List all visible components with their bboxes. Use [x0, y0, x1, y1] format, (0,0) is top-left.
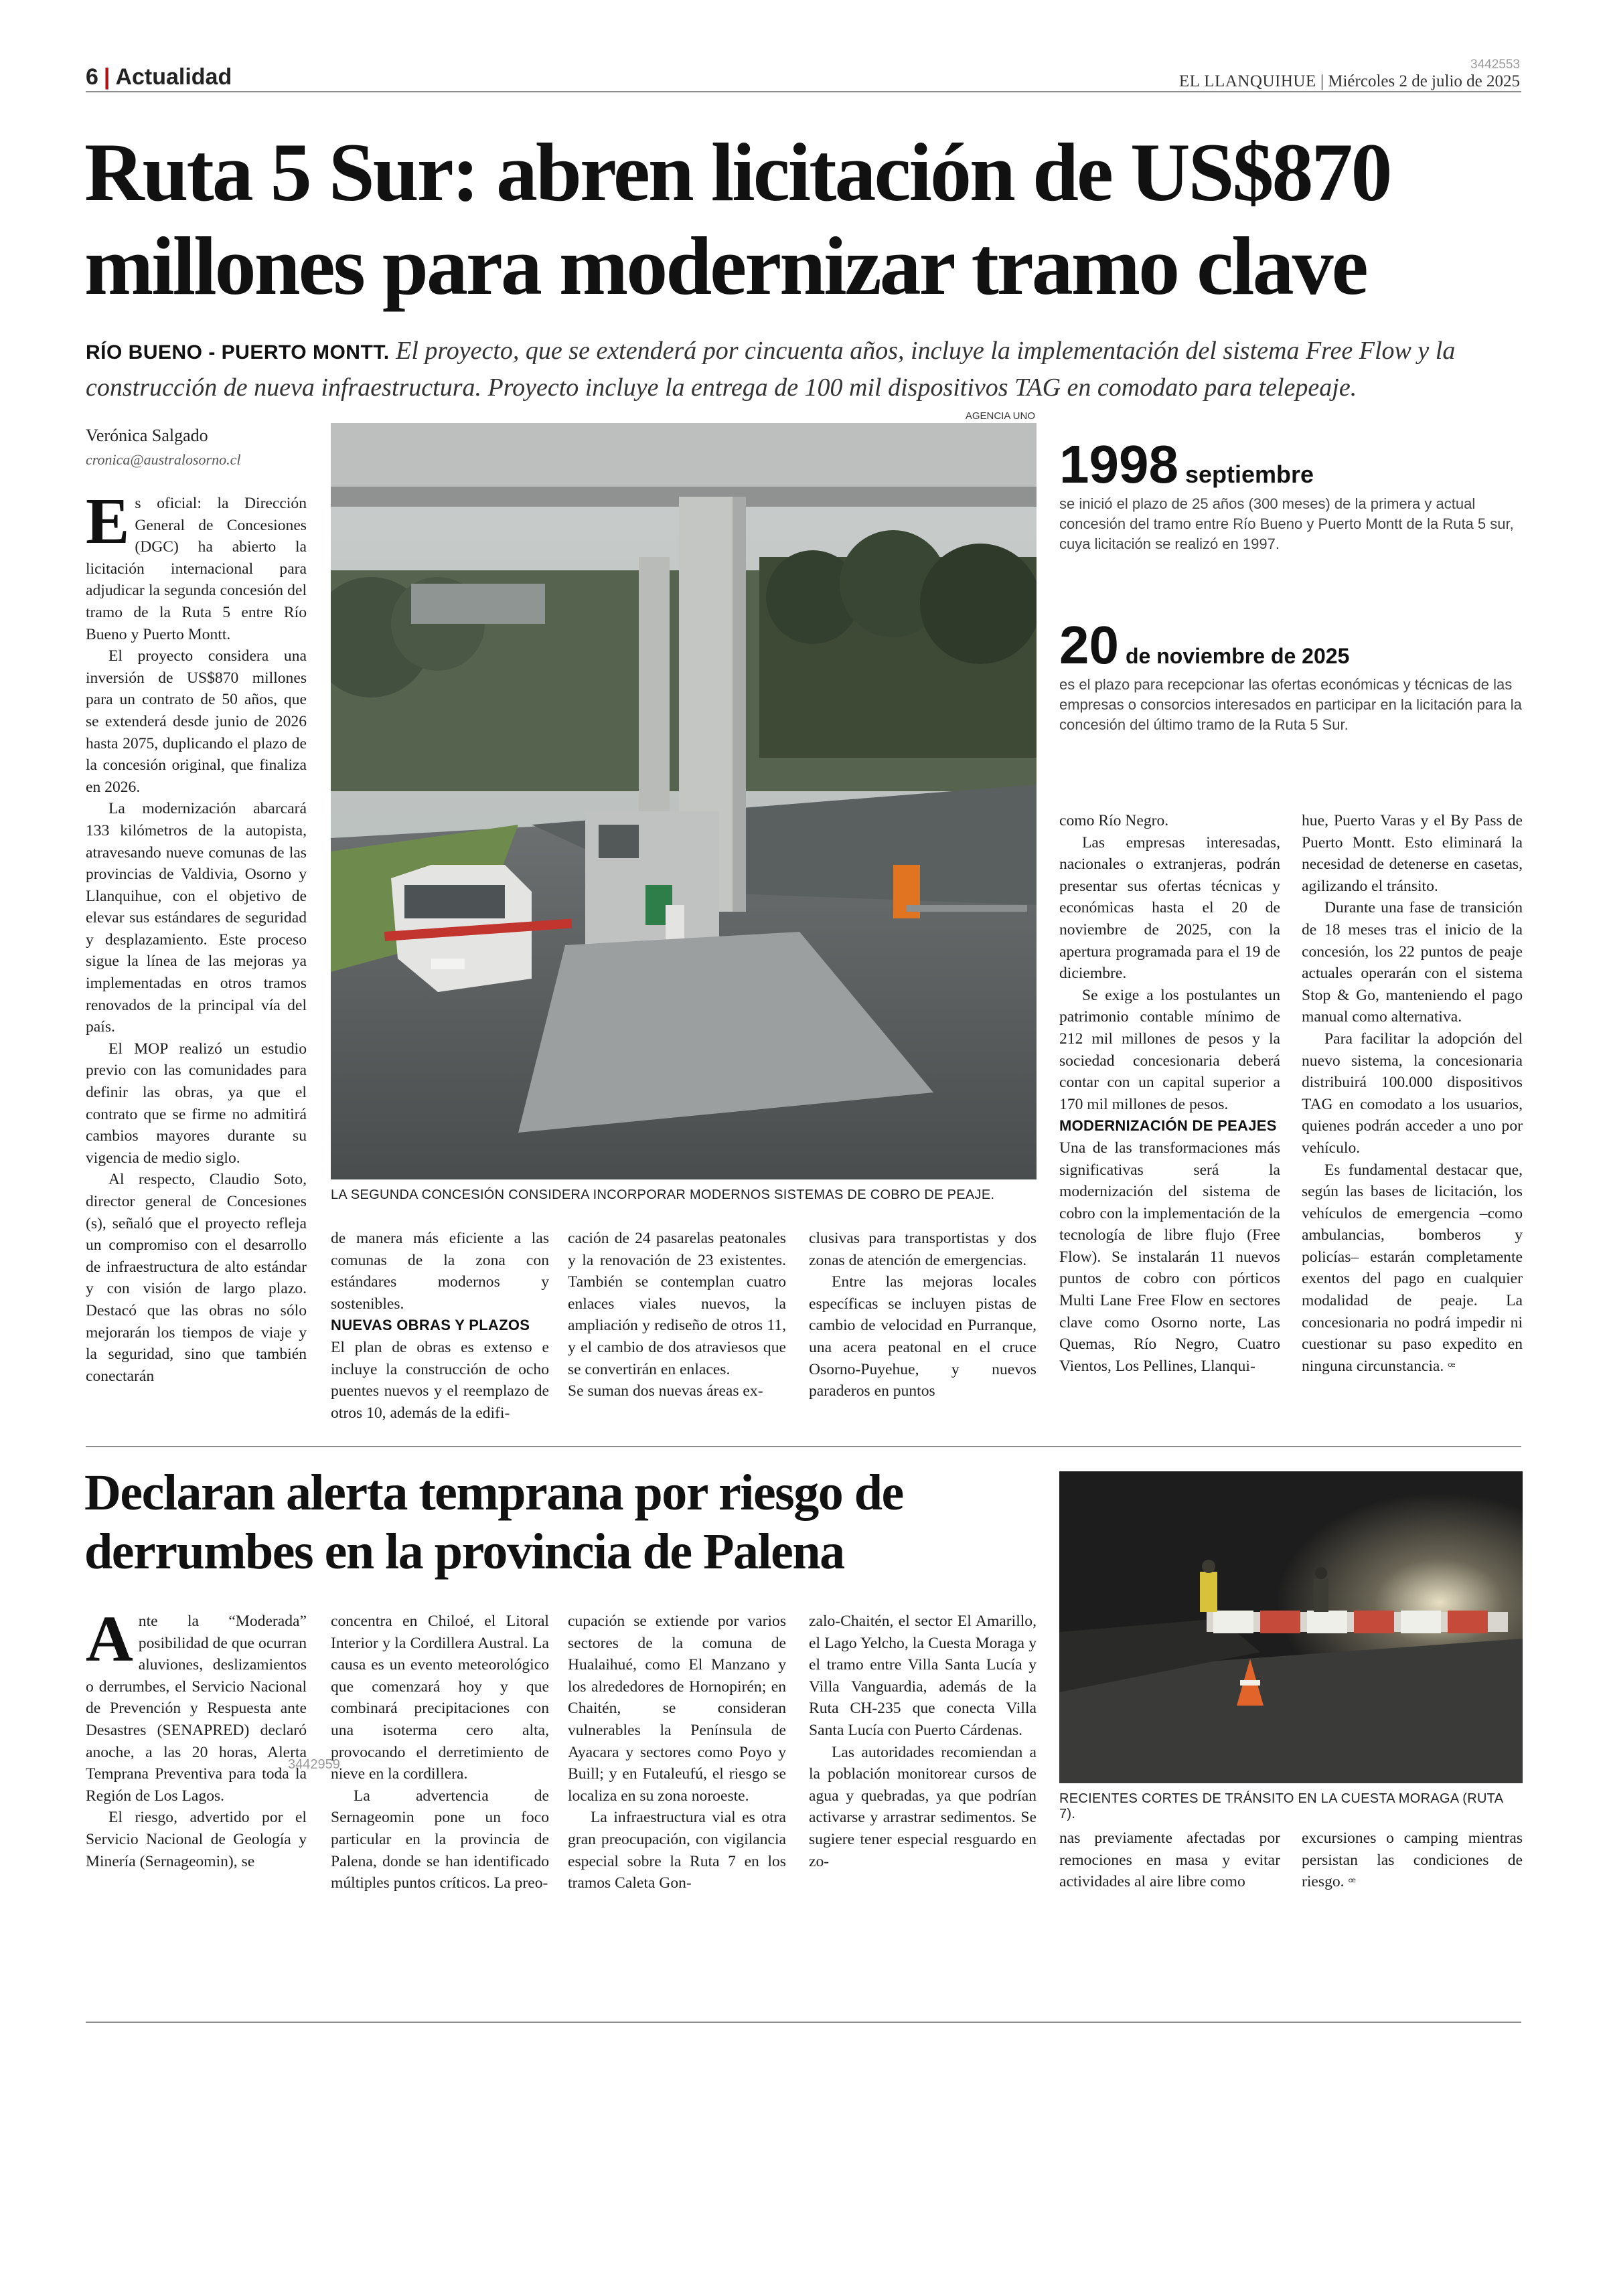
fact-label: de noviembre de 2025 [1125, 644, 1350, 668]
bottom-rule [86, 2022, 1521, 2023]
paragraph: La advertencia de Sernageomin pone un foco particular en la provincia de Palena, donde se han identificado múltiples puntos críticos. La preo- [331, 1787, 549, 1892]
dropcap: A [86, 1603, 133, 1675]
subhead: NUEVAS OBRAS Y PLAZOS [331, 1317, 530, 1334]
fact-number: 20 [1059, 615, 1119, 675]
paragraph: zalo-Chaitén, el sector El Amarillo, el Lago Yelcho, la Cuesta Moraga y el tramo entre Villa Santa Lucía y Villa Vanguardia, además de la Ruta CH-235 que conecta Villa Santa Lucía con Puerto Cárdenas. [809, 1613, 1037, 1739]
author-email[interactable]: cronica@australosorno.cl [86, 451, 241, 468]
article2-column-4 [809, 1611, 1037, 1872]
byline: Verónica Salgado [86, 426, 208, 445]
photo-caption: RECIENTES CORTES DE TRÁNSITO EN LA CUESTA MORAGA (RUTA 7). [1059, 1791, 1503, 1821]
fact-box-1998 [1059, 434, 1528, 554]
section-name: Actualidad [115, 64, 232, 90]
paragraph: Una de las transformaciones más significativas será la modernización del sistema de cobro con la implementación de la tecnología de libre flujo (Free Flow). Se instalarán 11 nuevos puntos de cobro con pórticos Multi Lane Free Flow en sectores clave como Osorno norte, Las Quemas, Río Negro, Cuatro Vientos, Los Pellines, Llanqui- [1059, 1139, 1280, 1375]
fact-text: es el plazo para recepcionar las ofertas económicas y técnicas de las empresas o consorcios interesados en participar en la licitación para la concesión del último tramo de la Ruta 5 Sur. [1059, 676, 1522, 733]
paragraph [1302, 1159, 1523, 1379]
deck-text: El proyecto, que se extenderá por cincuenta años, incluye la implementación del sistema Free Flow y la construcción de nueva infraestructura. Proyecto incluye la entrega de 100 mil dispositivos TAG en comodato para telepeaje. [86, 337, 1456, 402]
paragraph: La modernización abarcará 133 kilómetros de la autopista, atravesando nueve comunas de las provincias de Valdivia, Osorno y Llanquihue, con el objetivo de elevar sus estándares de seguridad y desplazamiento. Este proceso sigue la línea de las mejoras ya implementadas en otros tramos renovados de la principal vía del país. [86, 800, 307, 1036]
photo-caption: LA SEGUNDA CONCESIÓN CONSIDERA INCORPORAR MODERNOS SISTEMAS DE COBRO DE PEAJE. [331, 1187, 995, 1202]
article2-column-3 [568, 1611, 786, 1894]
paragraph: Las autoridades recomiendan a la población monitorear cursos de agua y quebradas, ya que podrían activarse y arrastrar sedimentos. Se sugiere tener especial resguardo en zo- [809, 1743, 1037, 1870]
paragraph: clusivas para transportistas y dos zonas de atención de emergencias. [809, 1230, 1037, 1269]
paragraph: Para facilitar la adopción del nuevo sistema, la concesionaria distribuirá 100.000 dispositivos TAG en comodato a los usuarios, quienes podrán acceder a uno por vehículo. [1302, 1030, 1523, 1157]
paragraph: Las empresas interesadas, nacionales o extranjeras, podrán presentar sus ofertas técnicas y económicas hasta el 20 de noviembre de 2025, con la apertura programada para el 19 de diciembre. [1059, 833, 1280, 983]
photo-credit: AGENCIA UNO [965, 410, 1035, 422]
paragraph: cupación se extiende por varios sectores de la comuna de Hualaihué, como El Manzano y los alrededores de Hornopirén; en Chaitén, se consideran vulnerables la Península de Ayacara y sectores como Poyo y Buill; y en Futaleufú, el riesgo se localiza en su zona noroeste. [568, 1613, 786, 1805]
paragraph [86, 1603, 307, 1807]
fact-text: se inició el plazo de 25 años (300 meses) de la primera y actual concesión del tramo entre Río Bueno y Puerto Montt de la Ruta 5 sur, cuya licitación se realizó en 1997. [1059, 495, 1514, 552]
article1-column-3 [568, 1228, 786, 1402]
article2-column-2 [331, 1611, 549, 1894]
folio-divider: | [103, 64, 110, 90]
fact-heading [1059, 615, 1528, 675]
paragraph-text: s oficial: la Dirección General de Concesiones (DGC) ha abierto la licitación internacional para adjudicar la segunda concesión del tramo de la Ruta 5 entre Río Bueno y Puerto Montt. [86, 495, 307, 643]
header-rule [86, 91, 1521, 92]
subhead: MODERNIZACIÓN DE PEAJES [1059, 1117, 1277, 1135]
paragraph: El plan de obras es extenso e incluye la construcción de ocho puentes nuevos y el reemplazo de otros 10, además de la edifi- [331, 1338, 549, 1422]
article1-column-2 [331, 1228, 549, 1424]
secondary-headline: Declaran alerta temprana por riesgo de derrumbes en la provincia de Palena [84, 1465, 903, 1580]
paragraph: El MOP realizó un estudio previo con las comunidades para definir las obras, ya que el contrato que se firme no admitirá cambios mayores durante su vigencia de medio siglo. [86, 1040, 307, 1167]
article2-column-5 [1059, 1827, 1280, 1893]
paragraph: hue, Puerto Varas y el By Pass de Puerto Montt. Esto eliminará la necesidad de detenerse en casetas, agilizando el tránsito. [1302, 812, 1523, 895]
page-number: 6 [86, 64, 98, 90]
paragraph: Entre las mejoras locales específicas se incluyen pistas de cambio de velocidad en Purranque, una acera peatonal en el cruce Osorno-Puyehue, y nuevos paraderos en puntos [809, 1273, 1037, 1400]
article2-column-1 [86, 1603, 307, 1872]
fact-number: 1998 [1059, 434, 1178, 494]
ghost-code: 3442959 [288, 1757, 340, 1772]
dropcap: E [86, 485, 130, 558]
masthead-date: EL LLANQUIHUE | Miércoles 2 de julio de 2025 [1178, 72, 1520, 90]
paragraph: como Río Negro. [1059, 812, 1169, 829]
paragraph: de manera más eficiente a las comunas de la zona con estándares modernos y sostenibles. [331, 1230, 549, 1313]
paragraph: concentra en Chiloé, el Litoral Interior y la Cordillera Austral. La causa es un evento meteorológico que comenzará hoy y que combinará precipitaciones con una isoterma cero alta, provocando el derretimiento de nieve en la cordillera. [331, 1613, 549, 1783]
paper-name: EL LLANQUIHUE [1178, 72, 1316, 90]
headline: Ruta 5 Sur: abren licitación de US$870 millones para modernizar tramo clave [84, 127, 1391, 312]
article1-column-6 [1302, 810, 1523, 1378]
fact-label: septiembre [1184, 461, 1314, 488]
paragraph: nas previamente afectadas por remociones en masa y evitar actividades al aire libre como [1059, 1829, 1280, 1891]
paragraph: El proyecto considera una inversión de US$870 millones para un contrato de 50 años, que se extenderá desde junio de 2026 hasta 2075, duplicando el plazo de la concesión original, que finaliza en 2026. [86, 647, 307, 796]
toll-plaza-illustration [331, 423, 1037, 1179]
paragraph: Se suman dos nuevas áreas ex- [568, 1382, 763, 1400]
fact-heading [1059, 434, 1528, 494]
page-code: 3442553 [1470, 58, 1520, 72]
article2-column-6 [1302, 1827, 1523, 1894]
night-roadblock-photo [1059, 1471, 1523, 1783]
article1-column-4 [809, 1228, 1037, 1402]
article1-column-5 [1059, 810, 1280, 1377]
issue-date: Miércoles 2 de julio de 2025 [1328, 72, 1520, 90]
paragraph-text: Es fundamental destacar que, según las bases de licitación, los vehículos de emergencia –como ambulancias, bomberos y policías– estarán completamente exentos del pago en cualquier modalidad de peaje. La concesionaria no podrá impedir ni cuestionar su paso expedito en ninguna circunstancia. [1302, 1161, 1523, 1375]
paragraph: Se exige a los postulantes un patrimonio contable mínimo de 212 mil millones de pesos y la sociedad concesionaria deberá contar con un capital superior a 170 mil millones de pesos. [1059, 986, 1280, 1113]
paragraph: La infraestructura vial es otra gran preocupación, con vigilancia especial sobre la Ruta 7 en los tramos Caleta Gon- [568, 1809, 786, 1892]
page-folio [86, 64, 232, 90]
roadblock-illustration [1059, 1471, 1523, 1783]
article1-column-1 [86, 485, 307, 1387]
toll-plaza-photo [331, 423, 1037, 1179]
fact-box-deadline [1059, 615, 1528, 735]
paragraph: cación de 24 pasarelas peatonales y la renovación de 23 existentes. También se contemplan cuatro enlaces viales nuevos, la ampliación y rediseño de otros 11, y el cambio de dos atraviesos que se convertirán en enlaces. [568, 1230, 786, 1378]
paragraph [86, 485, 307, 645]
article-divider [86, 1446, 1521, 1447]
kicker: RÍO BUENO - PUERTO MONTT. [86, 341, 390, 363]
end-mark-icon: ꟹ [1448, 1360, 1456, 1374]
paragraph [1302, 1827, 1523, 1894]
paragraph: Al respecto, Claudio Soto, director general de Concesiones (s), señaló que el proyecto refleja un compromiso con el desarrollo de infraestructura de alto estándar y con visión de largo plazo. Destacó que las obras no sólo mejorarán los tiempos de viaje y la seguridad, sino que también conectarán [86, 1171, 307, 1385]
paragraph-text: excursiones o camping mientras persistan las condiciones de riesgo. [1302, 1829, 1523, 1891]
deck [86, 333, 1525, 405]
end-mark-icon: ꟹ [1348, 1876, 1357, 1890]
paragraph: Durante una fase de transición de 18 meses tras el inicio de la concesión, los 22 puntos de peaje actuales operarán con el sistema Stop & Go, manteniendo el pago manual como alternativa. [1302, 899, 1523, 1026]
paragraph: El riesgo, advertido por el Servicio Nacional de Geología y Minería (Sernageomin), se [86, 1809, 307, 1870]
paragraph-text: nte la “Moderada” posibilidad de que ocurran aluviones, deslizamientos o derrumbes, el Servicio Nacional de Prevención y Respuesta ante Desastres (SENAPRED) declaró anoche, a las 20 horas, Alerta Temprana Preventiva para toda la Región de Los Lagos. [86, 1613, 307, 1805]
